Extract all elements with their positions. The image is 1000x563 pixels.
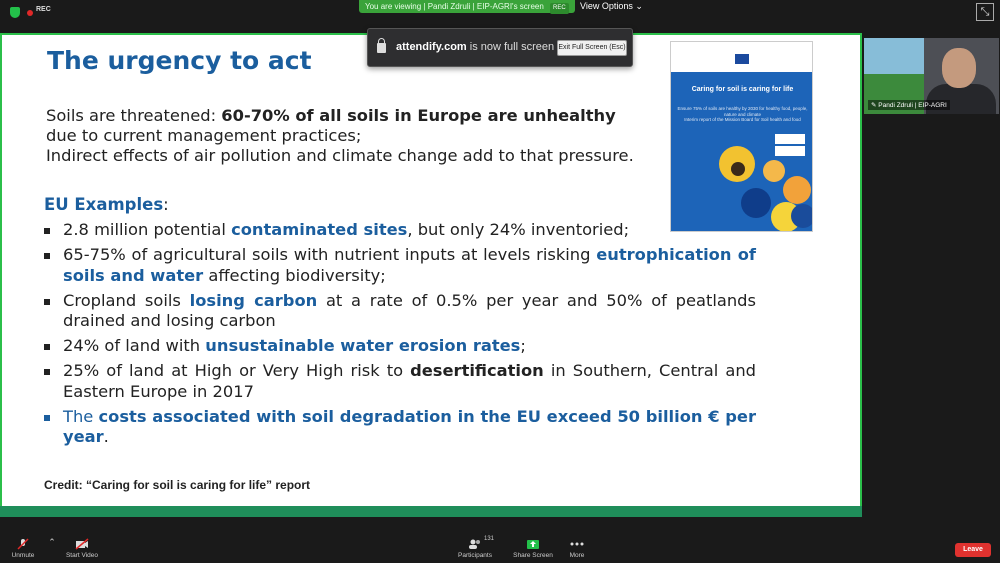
unmute-label: Unmute <box>11 552 35 559</box>
list-item <box>42 407 756 448</box>
decor-circle <box>741 188 771 218</box>
participants-count: 131 <box>484 536 495 542</box>
viewing-rec-badge: REC <box>550 3 569 14</box>
audio-options-chevron-icon[interactable]: ⌃ <box>48 537 56 547</box>
slide-intro <box>46 106 686 166</box>
bullet-square-icon <box>44 344 50 350</box>
bullet-highlight: eutrophication of soils and water <box>63 245 756 285</box>
intro-text-1: Soils are threatened: <box>46 106 222 125</box>
exit-fullscreen-icon[interactable]: ⤡ <box>976 3 994 21</box>
bullet-square-icon <box>44 253 50 259</box>
shield-icon[interactable] <box>10 7 20 18</box>
shared-slide <box>0 33 862 517</box>
participant-name-label <box>868 100 950 110</box>
eu-examples-colon: : <box>163 195 169 214</box>
bullet-square-icon <box>44 369 50 375</box>
bullet-highlight: contaminated sites <box>231 220 408 239</box>
more-label: More <box>569 552 585 559</box>
rec-label: REC <box>36 6 51 13</box>
bullet-square-icon <box>44 299 50 305</box>
bullet-text: ; <box>520 336 526 355</box>
bullet-highlight: costs associated with soil degradation in the EU exceed 50 billion € per year <box>63 406 756 446</box>
bullet-text: The <box>63 406 99 426</box>
cover-subtitle-text-2: Interim report of the Mission Board for Soil health and food <box>684 117 801 122</box>
cover-label <box>775 134 805 144</box>
intro-text-2: due to current management practices; <box>46 126 362 145</box>
bullet-highlight: unsustainable water erosion rates <box>205 336 521 355</box>
eu-examples-list <box>42 220 756 452</box>
fullscreen-notice-text <box>396 41 554 53</box>
report-cover-image <box>670 41 813 232</box>
participants-label: Participants <box>458 552 492 559</box>
fullscreen-notice <box>367 28 633 67</box>
chevron-down-icon: ⌄ <box>635 1 643 11</box>
meeting-toolbar <box>0 535 1000 563</box>
eu-examples-label: EU Examples <box>44 195 164 214</box>
list-item <box>42 291 756 332</box>
bullet-square-icon <box>44 228 50 234</box>
mic-muted-icon <box>17 538 29 550</box>
rec-dot-icon <box>27 10 33 16</box>
bullet-text: , but only 24% inventoried; <box>407 220 630 239</box>
toast-message: is now full screen <box>466 41 555 53</box>
speaker-head <box>942 48 976 88</box>
cover-title: Caring for soil is caring for life <box>691 86 794 93</box>
cover-subtitle-text: Ensure 75% of soils are healthy by 2030 for healthy food, people, nature and climate <box>677 106 808 117</box>
decor-circle <box>763 160 785 182</box>
start-video-label: Start Video <box>65 552 99 559</box>
leave-button[interactable]: Leave <box>955 543 991 557</box>
bullet-text: at a rate of 0.5% per year and 50% of peatlands drained and losing carbon <box>63 290 756 330</box>
slide-footer-bar <box>0 506 862 517</box>
bullet-text: Cropland soils <box>63 290 190 310</box>
more-button[interactable] <box>566 538 588 559</box>
bullet-text: in Southern, Central and Eastern Europe in 2017 <box>63 361 756 401</box>
unmute-button[interactable] <box>8 538 38 559</box>
eu-examples-heading <box>44 195 169 214</box>
viewing-banner <box>359 0 575 13</box>
view-options-label: View Options <box>580 1 633 11</box>
list-item <box>42 336 756 357</box>
bullet-text: 24% of land with <box>63 336 206 355</box>
cover-subtitle <box>677 106 808 123</box>
viewing-banner-text: You are viewing | Pandi Zdruli | EIP-AGRI's screen <box>365 2 544 11</box>
participant-video-tile[interactable] <box>864 38 999 114</box>
list-item <box>42 245 756 286</box>
decor-circle <box>731 162 745 176</box>
bullet-text: 2.8 million potential <box>63 220 232 239</box>
list-item <box>42 220 756 241</box>
participants-icon <box>468 538 482 550</box>
bullet-text: 25% of land at High or Very High risk to <box>63 361 411 380</box>
cover-label <box>775 146 805 156</box>
start-video-button[interactable] <box>64 538 100 559</box>
slide-credit: Credit: “Caring for soil is caring for life” report <box>44 478 311 492</box>
bullet-highlight: losing carbon <box>189 290 318 310</box>
participant-name: Pandi Zdruli | EIP-AGRI <box>878 102 947 109</box>
decor-circle <box>791 204 813 228</box>
intro-bold: 60-70% of all soils in Europe are unhealthy <box>221 106 616 125</box>
bullet-text: 65-75% of agricultural soils with nutrient inputs at levels risking <box>63 245 597 264</box>
video-off-icon <box>75 538 89 550</box>
bullet-square-icon <box>44 415 50 421</box>
toast-domain: attendify.com <box>396 41 467 53</box>
bullet-text: affecting biodiversity; <box>203 265 386 285</box>
view-options-button[interactable] <box>580 0 643 13</box>
decor-circle <box>783 176 811 204</box>
more-dots-icon <box>570 538 584 550</box>
eu-flag-icon <box>735 54 749 64</box>
slide-title: The urgency to act <box>47 46 312 75</box>
share-screen-label: Share Screen <box>513 552 553 559</box>
share-screen-icon <box>526 538 540 550</box>
bullet-text: . <box>103 427 109 446</box>
share-screen-button[interactable] <box>512 538 554 559</box>
bullet-bold: desertification <box>410 361 544 380</box>
intro-text-3: Indirect effects of air pollution and climate change add to that pressure. <box>46 146 634 165</box>
exit-fullscreen-button[interactable]: Exit Full Screen (Esc) <box>557 40 627 56</box>
list-item <box>42 361 756 402</box>
mic-muted-icon: ✎ <box>871 102 877 109</box>
lock-icon <box>377 43 386 53</box>
